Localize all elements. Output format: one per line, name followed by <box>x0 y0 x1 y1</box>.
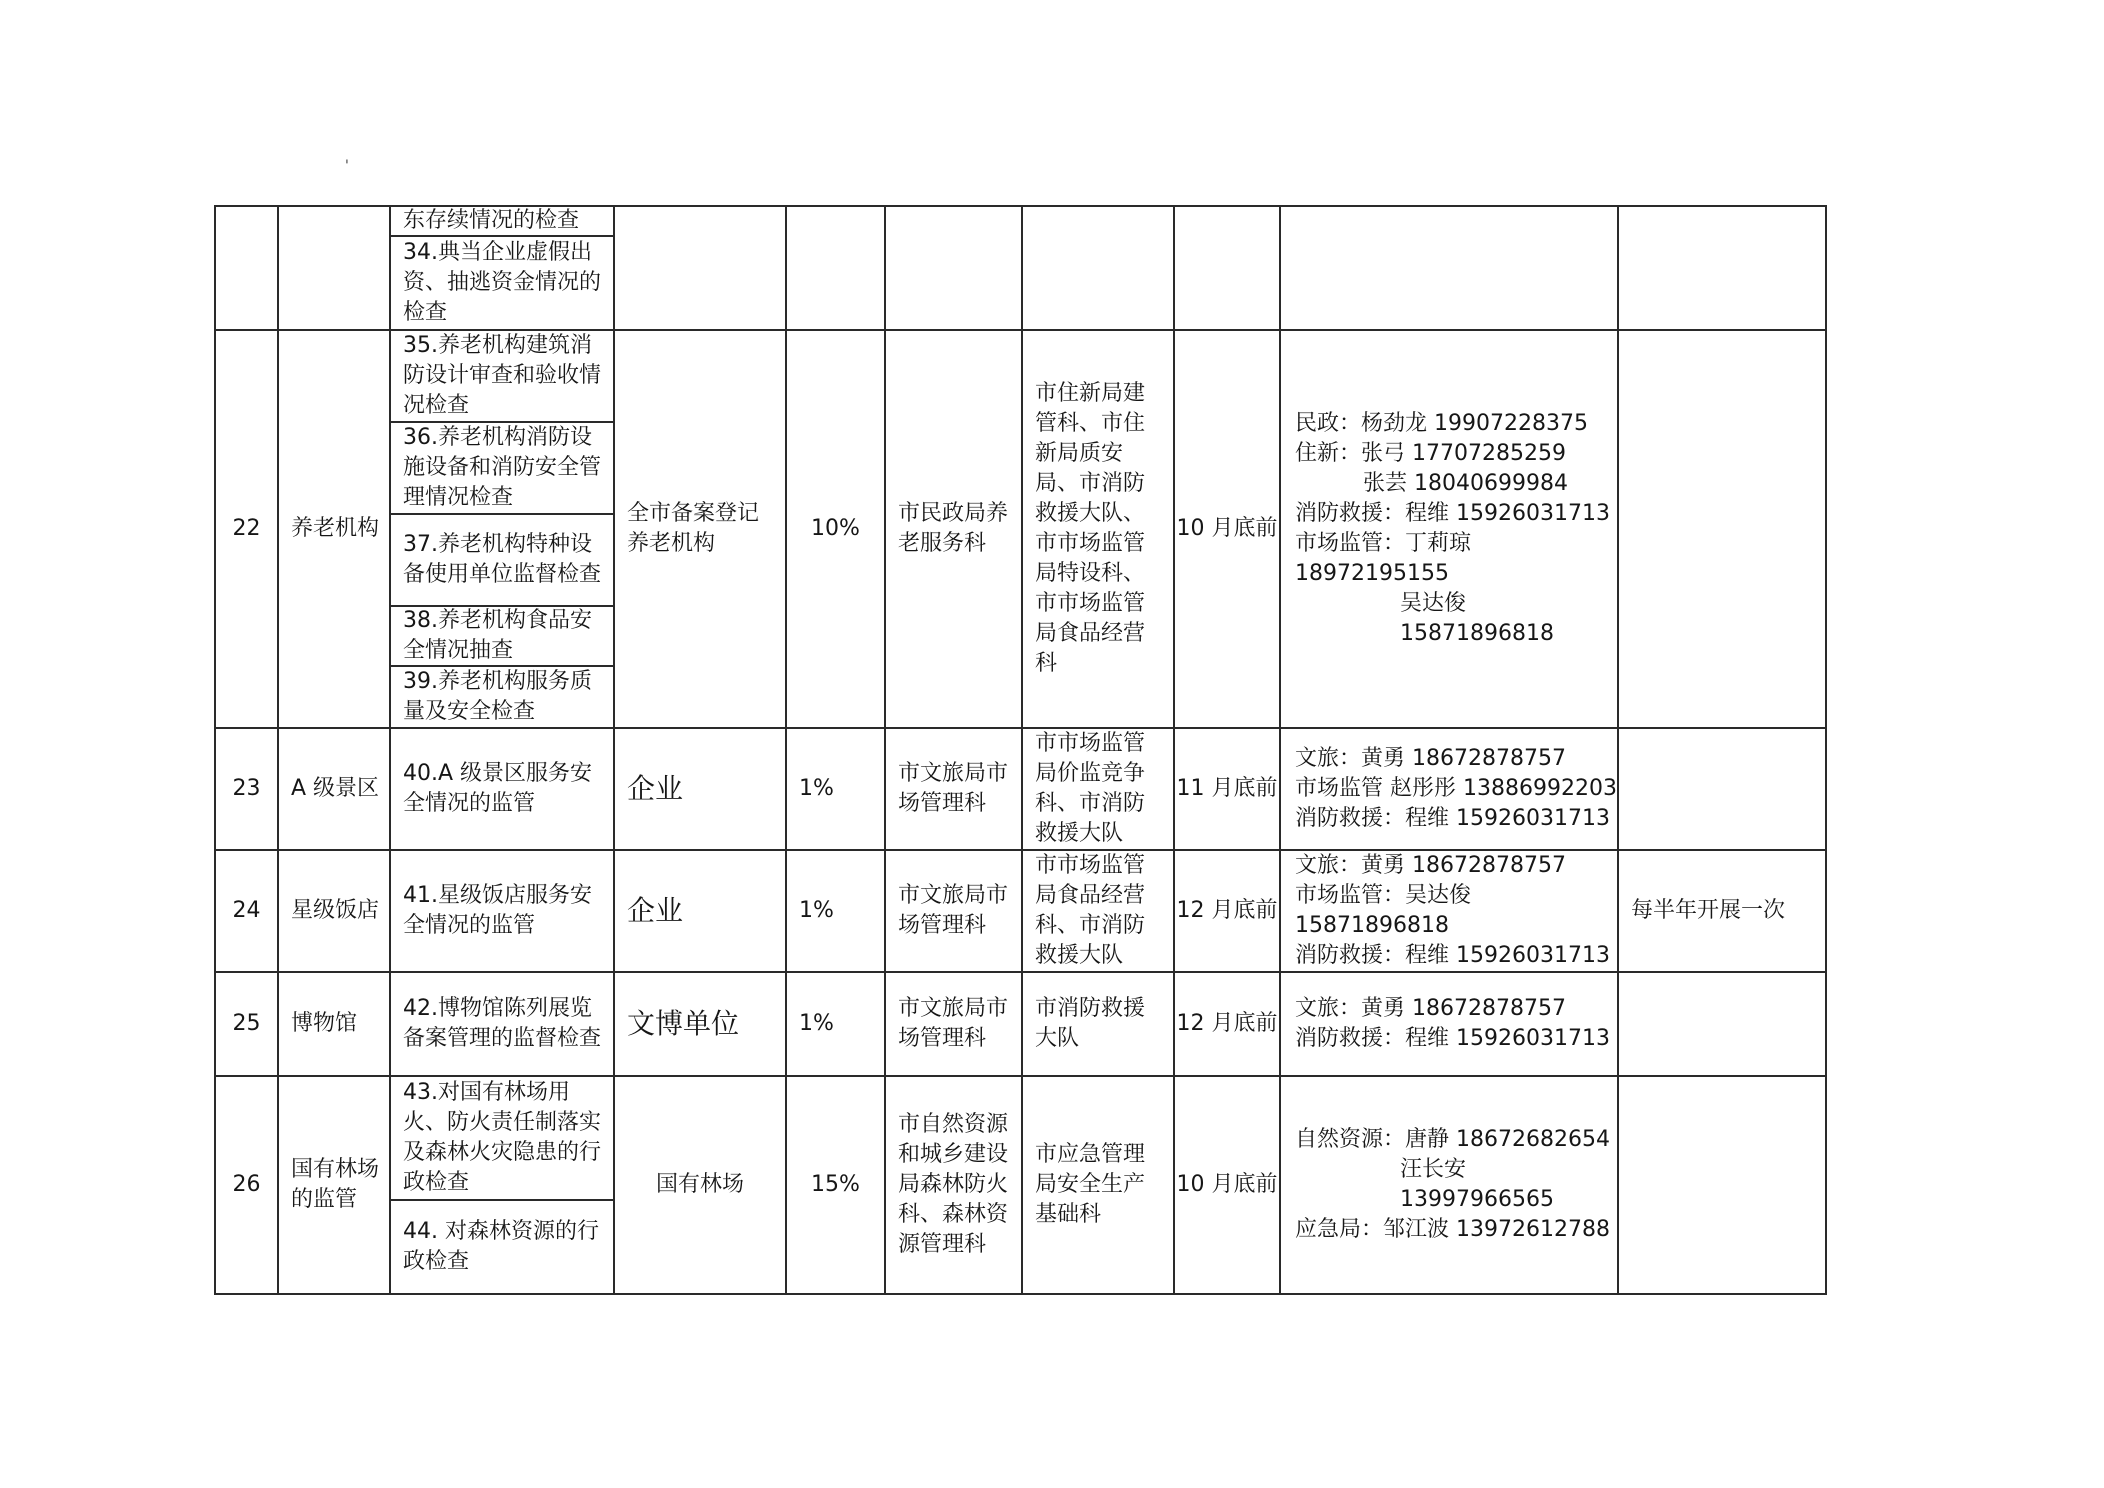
contact-line: 文旅：黄勇 18672878757 <box>1295 746 1566 771</box>
contact-line: 自然资源：唐静 18672682654 <box>1295 1127 1610 1152</box>
inspection-items <box>390 330 614 728</box>
inspection-object <box>278 206 390 330</box>
contact-line: 吴达俊 15871896818 <box>1400 591 1554 646</box>
deadline-cell: 11 月底前 <box>1174 728 1280 850</box>
item-entry: 36.养老机构消防设施设备和消防安全管理情况检查 <box>391 423 613 515</box>
ratio-cell: 1% <box>786 850 885 972</box>
contact-line: 消防救援：程维 15926031713 <box>1295 501 1610 526</box>
contacts-cell <box>1280 206 1618 330</box>
note-cell <box>1618 330 1826 728</box>
deadline-cell: 10 月底前 <box>1174 330 1280 728</box>
inspection-items: 40.A 级景区服务安全情况的监管 <box>390 728 614 850</box>
note-cell <box>1618 206 1826 330</box>
item-entry: 东存续情况的检查 <box>391 207 613 237</box>
lead-dept-cell: 市文旅局市场管理科 <box>885 972 1022 1076</box>
contact-line: 汪长安 13997966565 <box>1400 1157 1554 1212</box>
contacts-cell <box>1280 728 1618 850</box>
lead-dept-cell: 市自然资源和城乡建设局森林防火科、森林资源管理科 <box>885 1076 1022 1294</box>
contact-line: 市场监管 赵彤彤 13886992203 <box>1295 776 1617 801</box>
ratio-cell: 1% <box>786 728 885 850</box>
note-cell <box>1618 1076 1826 1294</box>
contact-line: 文旅：黄勇 18672878757 <box>1295 996 1566 1021</box>
inspection-object: 博物馆 <box>278 972 390 1076</box>
coop-dept-cell: 市应急管理局安全生产基础科 <box>1022 1076 1174 1294</box>
inspection-items: 42.博物馆陈列展览备案管理的监督检查 <box>390 972 614 1076</box>
item-entry: 37.养老机构特种设备使用单位监督检查 <box>391 515 613 607</box>
contact-line: 文旅：黄勇 18672878757 <box>1295 853 1566 878</box>
coop-dept-cell: 市住新局建管科、市住新局质安局、市消防救援大队、市市场监管局特设科、市市场监管局食品经营科 <box>1022 330 1174 728</box>
coop-dept-cell: 市市场监管局食品经营科、市消防救援大队 <box>1022 850 1174 972</box>
lead-dept-cell: 市民政局养老服务科 <box>885 330 1022 728</box>
table-row <box>215 330 1826 728</box>
row-number: 22 <box>215 330 278 728</box>
scope-cell: 全市备案登记养老机构 <box>614 330 786 728</box>
coop-dept-cell: 市市场监管局价监竞争科、市消防救援大队 <box>1022 728 1174 850</box>
scope-cell: 国有林场 <box>614 1076 786 1294</box>
inspection-table <box>214 205 1827 1295</box>
deadline-cell <box>1174 206 1280 330</box>
row-number: 25 <box>215 972 278 1076</box>
note-cell <box>1618 972 1826 1076</box>
contact-line: 民政：杨劲龙 19907228375 <box>1295 411 1588 436</box>
contacts-cell <box>1280 1076 1618 1294</box>
contact-line: 应急局：邹江波 13972612788 <box>1295 1217 1610 1242</box>
table-row <box>215 1076 1826 1294</box>
item-entry: 39.养老机构服务质量及安全检查 <box>403 669 592 724</box>
deadline-cell: 12 月底前 <box>1174 972 1280 1076</box>
scope-cell <box>614 206 786 330</box>
lead-dept-cell: 市文旅局市场管理科 <box>885 728 1022 850</box>
item-entry: 43.对国有林场用火、防火责任制落实及森林火灾隐患的行政检查 <box>391 1077 613 1201</box>
contact-line: 住新：张弓 17707285259 <box>1295 441 1566 466</box>
inspection-object: 国有林场的监管 <box>278 1076 390 1294</box>
item-entry: 34.典当企业虚假出资、抽逃资金情况的检查 <box>403 240 602 325</box>
ratio-cell <box>786 206 885 330</box>
coop-dept-cell <box>1022 206 1174 330</box>
row-number: 23 <box>215 728 278 850</box>
row-number <box>215 206 278 330</box>
page-mark: ' <box>345 158 349 174</box>
contacts-cell <box>1280 330 1618 728</box>
contact-line: 消防救援：程维 15926031713 <box>1295 1026 1610 1051</box>
item-entry: 35.养老机构建筑消防设计审查和验收情况检查 <box>391 331 613 423</box>
row-number: 24 <box>215 850 278 972</box>
lead-dept-cell <box>885 206 1022 330</box>
inspection-object: 养老机构 <box>278 330 390 728</box>
table-row <box>215 206 1826 330</box>
deadline-cell: 12 月底前 <box>1174 850 1280 972</box>
row-number: 26 <box>215 1076 278 1294</box>
coop-dept-cell: 市消防救援大队 <box>1022 972 1174 1076</box>
scope-cell: 企业 <box>614 850 786 972</box>
inspection-object: A 级景区 <box>278 728 390 850</box>
inspection-items <box>390 206 614 330</box>
contact-line: 消防救援：程维 15926031713 <box>1295 943 1610 968</box>
inspection-items: 41.星级饭店服务安全情况的监管 <box>390 850 614 972</box>
ratio-cell: 1% <box>786 972 885 1076</box>
contacts-cell <box>1280 850 1618 972</box>
lead-dept-cell: 市文旅局市场管理科 <box>885 850 1022 972</box>
scope-cell: 企业 <box>614 728 786 850</box>
note-cell <box>1618 728 1826 850</box>
ratio-cell: 15% <box>786 1076 885 1294</box>
contact-line: 张芸 18040699984 <box>1363 471 1568 496</box>
contact-line: 消防救援：程维 15926031713 <box>1295 806 1610 831</box>
table-row <box>215 972 1826 1076</box>
inspection-object: 星级饭店 <box>278 850 390 972</box>
contact-line: 市场监管：吴达俊 15871896818 <box>1295 883 1472 938</box>
table-row <box>215 850 1826 972</box>
note-cell: 每半年开展一次 <box>1618 850 1826 972</box>
scope-cell: 文博单位 <box>614 972 786 1076</box>
ratio-cell: 10% <box>786 330 885 728</box>
inspection-items <box>390 1076 614 1294</box>
contact-line: 市场监管：丁莉琼 18972195155 <box>1295 531 1472 586</box>
item-entry: 44. 对森林资源的行政检查 <box>403 1219 599 1274</box>
table-row <box>215 728 1826 850</box>
item-entry: 38.养老机构食品安全情况抽查 <box>391 607 613 667</box>
deadline-cell: 10 月底前 <box>1174 1076 1280 1294</box>
contacts-cell <box>1280 972 1618 1076</box>
